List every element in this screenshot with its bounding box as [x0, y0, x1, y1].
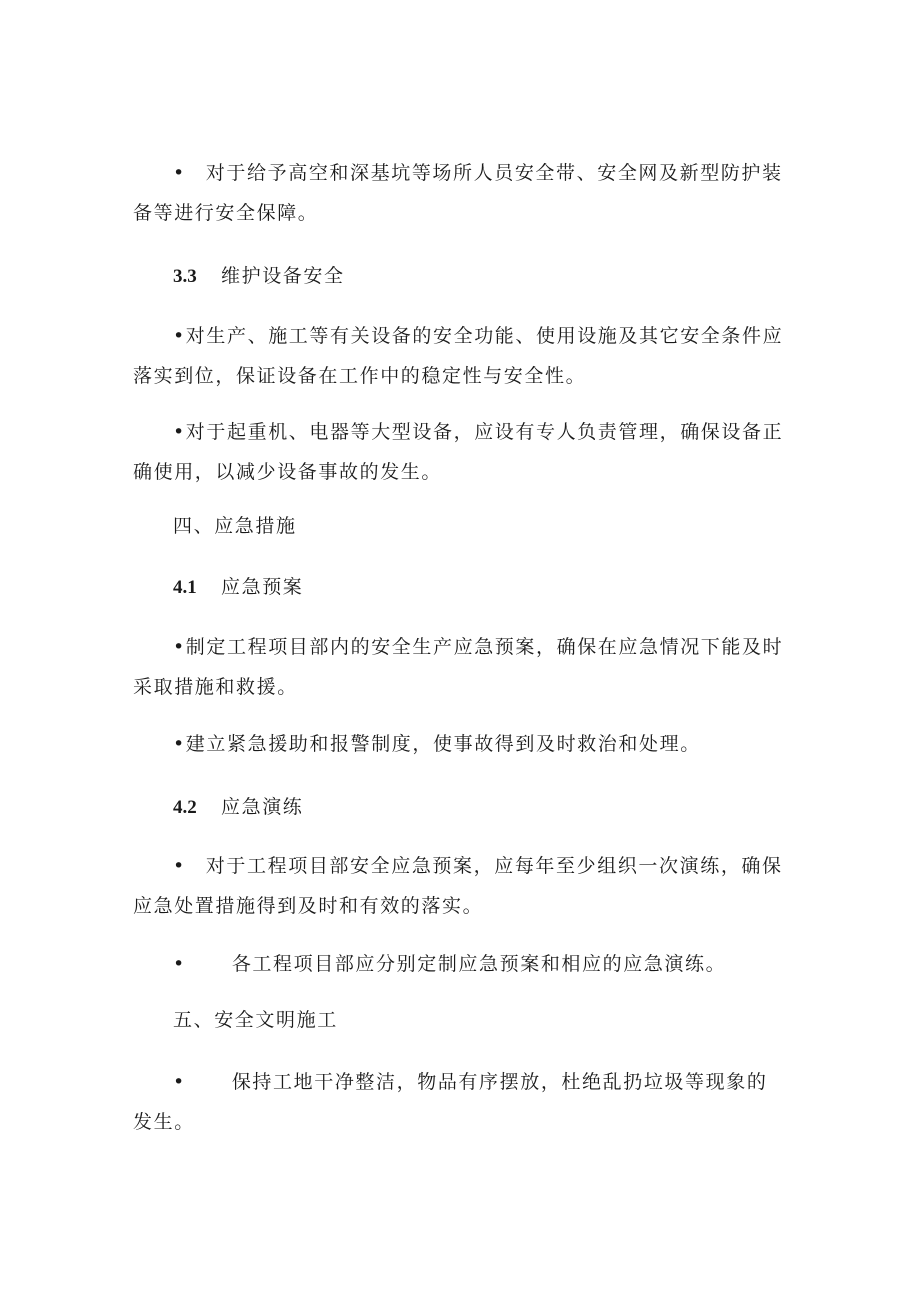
section-heading-4-2	[173, 795, 303, 820]
paragraph-text: 各工程项目部应分别定制应急预案和相应的应急演练。	[231, 953, 727, 975]
chapter-heading-5	[173, 1008, 338, 1032]
paragraph-text: 对于给予高空和深基坑等场所人员安全带、安全网及新型防护装备等进行安全保障。	[133, 162, 783, 224]
bullet: •	[173, 855, 186, 877]
paragraph-text: •建立紧急援助和报警制度，使事故得到及时救治和处理。	[173, 733, 701, 755]
section-number: 4.2	[173, 797, 197, 818]
paragraph-equipment-safety	[133, 316, 793, 396]
section-number: 4.1	[173, 577, 197, 598]
paragraph-safety-equipment	[133, 153, 785, 233]
paragraph-text: •制定工程项目部内的安全生产应急预案，确保在应急情况下能及时采取措施和救援。	[133, 636, 784, 698]
section-title: 应急演练	[221, 796, 304, 818]
chapter-title: 五、安全文明施工	[173, 1009, 338, 1031]
section-title: 维护设备安全	[221, 265, 345, 287]
chapter-title: 四、应急措施	[173, 515, 297, 537]
bullet: •	[173, 953, 186, 975]
paragraph-text: •对生产、施工等有关设备的安全功能、使用设施及其它安全条件应落实到位，保证设备在工作中的稳定性与安全性。	[133, 325, 784, 387]
paragraph-custom-plans	[133, 952, 726, 976]
chapter-heading-4	[173, 514, 297, 538]
paragraph-alarm-system	[133, 732, 701, 756]
bullet: •	[173, 1071, 186, 1093]
bullet: •	[173, 162, 186, 184]
paragraph-text: 对于工程项目部安全应急预案，应每年至少组织一次演练，确保应急处置措施得到及时和有效的落实。	[133, 855, 783, 917]
paragraph-text: •对于起重机、电器等大型设备，应设有专人负责管理，确保设备正确使用，以减少设备事故的发生。	[133, 421, 784, 483]
paragraph-large-equipment	[133, 412, 793, 492]
section-number: 3.3	[173, 266, 197, 287]
paragraph-emergency-drill	[133, 846, 793, 926]
paragraph-text: 保持工地干净整洁，物品有序摆放，杜绝乱扔垃圾等现象的发生。	[133, 1071, 768, 1133]
paragraph-clean-site	[133, 1062, 773, 1142]
section-heading-3-3	[173, 264, 345, 289]
section-heading-4-1	[173, 575, 303, 600]
section-title: 应急预案	[221, 576, 304, 598]
paragraph-emergency-plan	[133, 627, 793, 707]
